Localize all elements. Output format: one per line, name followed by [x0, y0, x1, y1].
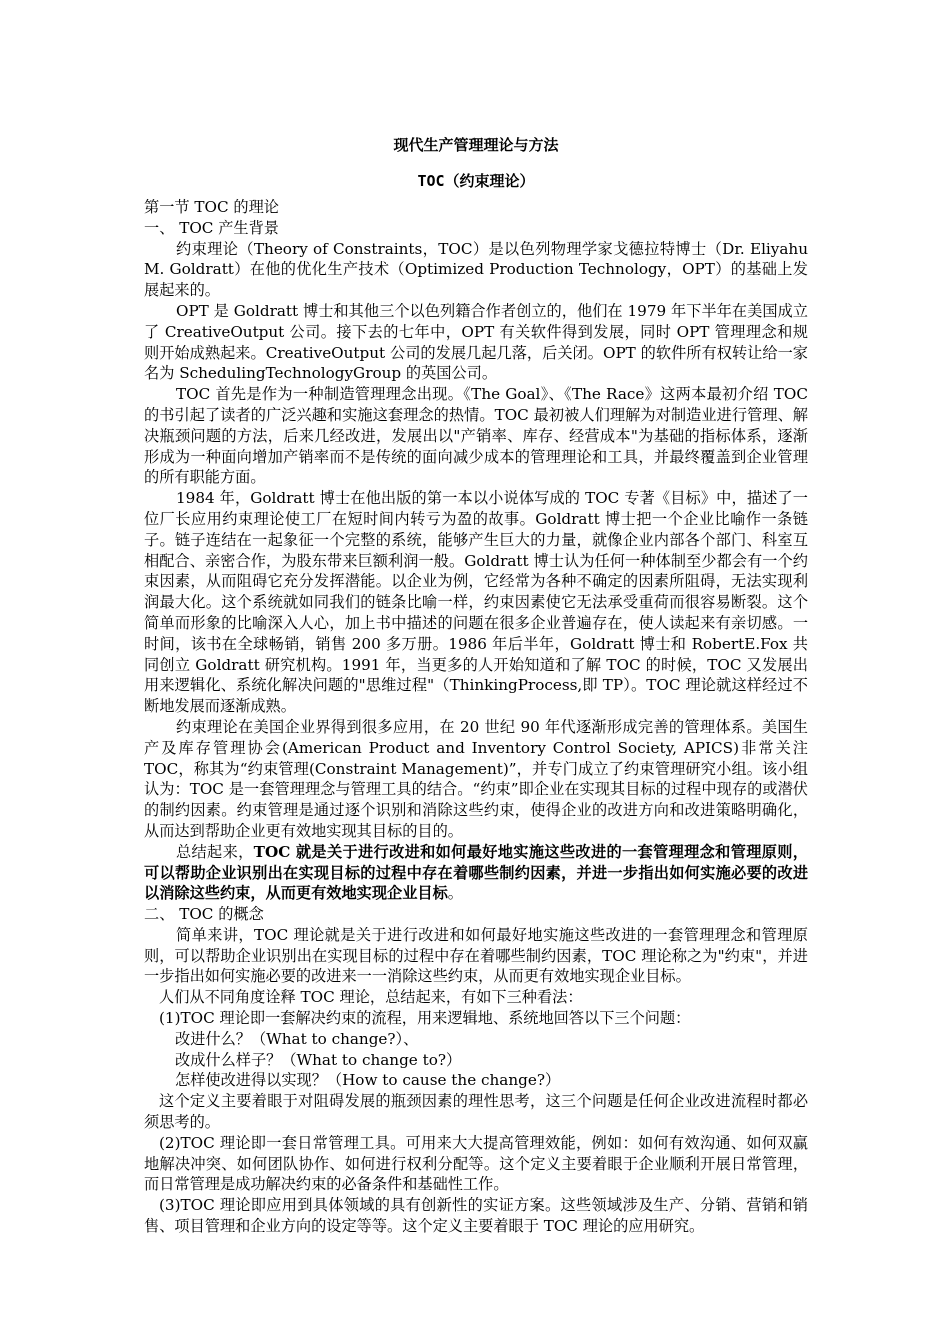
paragraph-10: 这个定义主要着眼于对阻碍发展的瓶颈因素的理性思考，这三个问题是任何企业改进流程时都必须思考的。: [144, 1092, 808, 1132]
paragraph-2: OPT 是 Goldratt 博士和其他三个以色列籍合作者创立的，他们在 1979 年下半年在美国成立了 CreativeOutput 公司。接下去的七年中，OPT 有关软件得到发展，同时 OPT 管理理念和规则开始成熟起来。CreativeOutput 公司的发展几起几落，后关闭。OPT 的软件所有权转让给一家名为 SchedulingTechnologyGroup 的英国公司。: [144, 301, 808, 383]
paragraph-5: 约束理论在美国企业界得到很多应用，在 20 世纪 90 年代逐渐形成完善的管理体系。美国生产及库存管理协会(American Product and Inventory Control Society, APICS)非常关注 TOC，称其为“约束管理(Constraint Management)”，并专门成立了约束管理研究小组。该小组认为：TOC 是一套管理理念与管理工具的结合。“约束”即企业在实现其目标的过程中现存的或潜伏的制约因素。约束管理是通过逐个识别和消除这些约束，使得企业的改进方向和改进策略明确化，从而达到帮助企业更有效地实现其目标的目的。: [144, 717, 808, 840]
paragraph-4: 1984 年，Goldratt 博士在他出版的第一本以小说体写成的 TOC 专著《目标》中，描述了一位厂长应用约束理论使工厂在短时间内转亏为盈的故事。Goldratt 博士把一个企业比喻作一条链子。链子连结在一起象征一个完整的系统，能够产生巨大的力量，就像企业内部各个部门、科室互相配合、亲密合作，为股东带来巨额利润一般。Goldratt 博士认为任何一种体制至少都会有一个约束因素，从而阻碍它充分发挥潜能。以企业为例，它经常为各种不确定的因素所阻碍，无法实现利润最大化。这个系统就如同我们的链条比喻一样，约束因素使它无法承受重荷而很容易断裂。这个简单而形象的比喻深入人心，加上书中描述的问题在很多企业普遍存在，使人读起来有亲切感。一时间，该书在全球畅销，销售 200 多万册。1986 年后半年，Goldratt 博士和 RobertE.Fox 共同创立 Goldratt 研究机构。1991 年，当更多的人开始知道和了解 TOC 的时候，TOC 又发展出用来逻辑化、系统化解决问题的"思维过程"（ThinkingProcess,即 TP）。TOC 理论就这样经过不断地发展而逐渐成熟。: [144, 489, 808, 716]
document-title: 现代生产管理理论与方法: [393, 136, 559, 154]
paragraph-3: TOC 首先是作为一种制造管理理念出现。《The Goal》、《The Race》这两本最初介绍 TOC 的书引起了读者的广泛兴趣和实施这套理念的热情。TOC 最初被人们理解为对制造业进行管理、解决瓶颈问题的方法，后来几经改进，发展出以"产销率、库存、经营成本"为基础的指标体系，逐渐形成为一种面向增加产销率而不是传统的面向减少成本的管理理论和工具，并最终覆盖到企业管理的所有职能方面。: [144, 385, 808, 487]
paragraph-6-end: 。: [447, 884, 463, 903]
paragraph-8: 人们从不同角度诠释 TOC 理论，总结起来，有如下三种看法：: [159, 988, 583, 1007]
paragraph-6-bold: TOC 就是关于进行改进和如何最好地实施这些改进的一套管理理念和管理原则，可以帮助企业识别出在实现目标的过程中存在着哪些制约因素，并进一步指出如何实施必要的改进以消除这些约束，从而更有效地实现企业目标: [144, 842, 808, 903]
paragraph-1: 约束理论（Theory of Constraints，TOC）是以色列物理学家戈德拉特博士（Dr. Eliyahu M. Goldratt）在他的优化生产技术（Optimized Production Technology，OPT）的基础上发展起来的。: [144, 239, 808, 300]
question-2: 改成什么样子？（What to change to?）: [175, 1050, 462, 1069]
document-body: [144, 133, 808, 1237]
paragraph-6: [144, 842, 808, 904]
paragraph-11: (2)TOC 理论即一套日常管理工具。可用来大大提高管理效能，例如：如何有效沟通、如何双赢地解决冲突、如何团队协作、如何进行权利分配等。这个定义主要着眼于企业顺利开展日常管理，而日常管理是成功解决约束的必备条件和基础性工作。: [144, 1133, 808, 1194]
document-subtitle: TOC（约束理论）: [417, 172, 535, 190]
question-3: 怎样使改进得以实现？（How to cause the change?）: [175, 1071, 561, 1090]
paragraph-12: (3)TOC 理论即应用到具体领域的具有创新性的实证方案。这些领域涉及生产、分销、营销和销售、项目管理和企业方向的设定等等。这个定义主要着眼于 TOC 理论的应用研究。: [144, 1196, 808, 1236]
question-1: 改进什么？（What to change?）、: [175, 1029, 419, 1048]
subsection-heading-1: 一、 TOC 产生背景: [144, 218, 279, 237]
section-heading-1: 第一节 TOC 的理论: [144, 198, 279, 216]
paragraph-6-lead: 总结起来，: [176, 842, 254, 861]
paragraph-7: 简单来讲，TOC 理论就是关于进行改进和如何最好地实施这些改进的一套管理理念和管理原则，可以帮助企业识别出在实现目标的过程中存在着哪些制约因素，TOC 理论称之为"约束"，并进一步指出如何实施必要的改进来一一消除这些约束，从而更有效地实现企业目标。: [144, 925, 808, 986]
subsection-heading-2: 二、 TOC 的概念: [144, 905, 264, 924]
paragraph-9: (1)TOC 理论即一套解决约束的流程，用来逻辑地、系统地回答以下三个问题：: [159, 1009, 691, 1028]
